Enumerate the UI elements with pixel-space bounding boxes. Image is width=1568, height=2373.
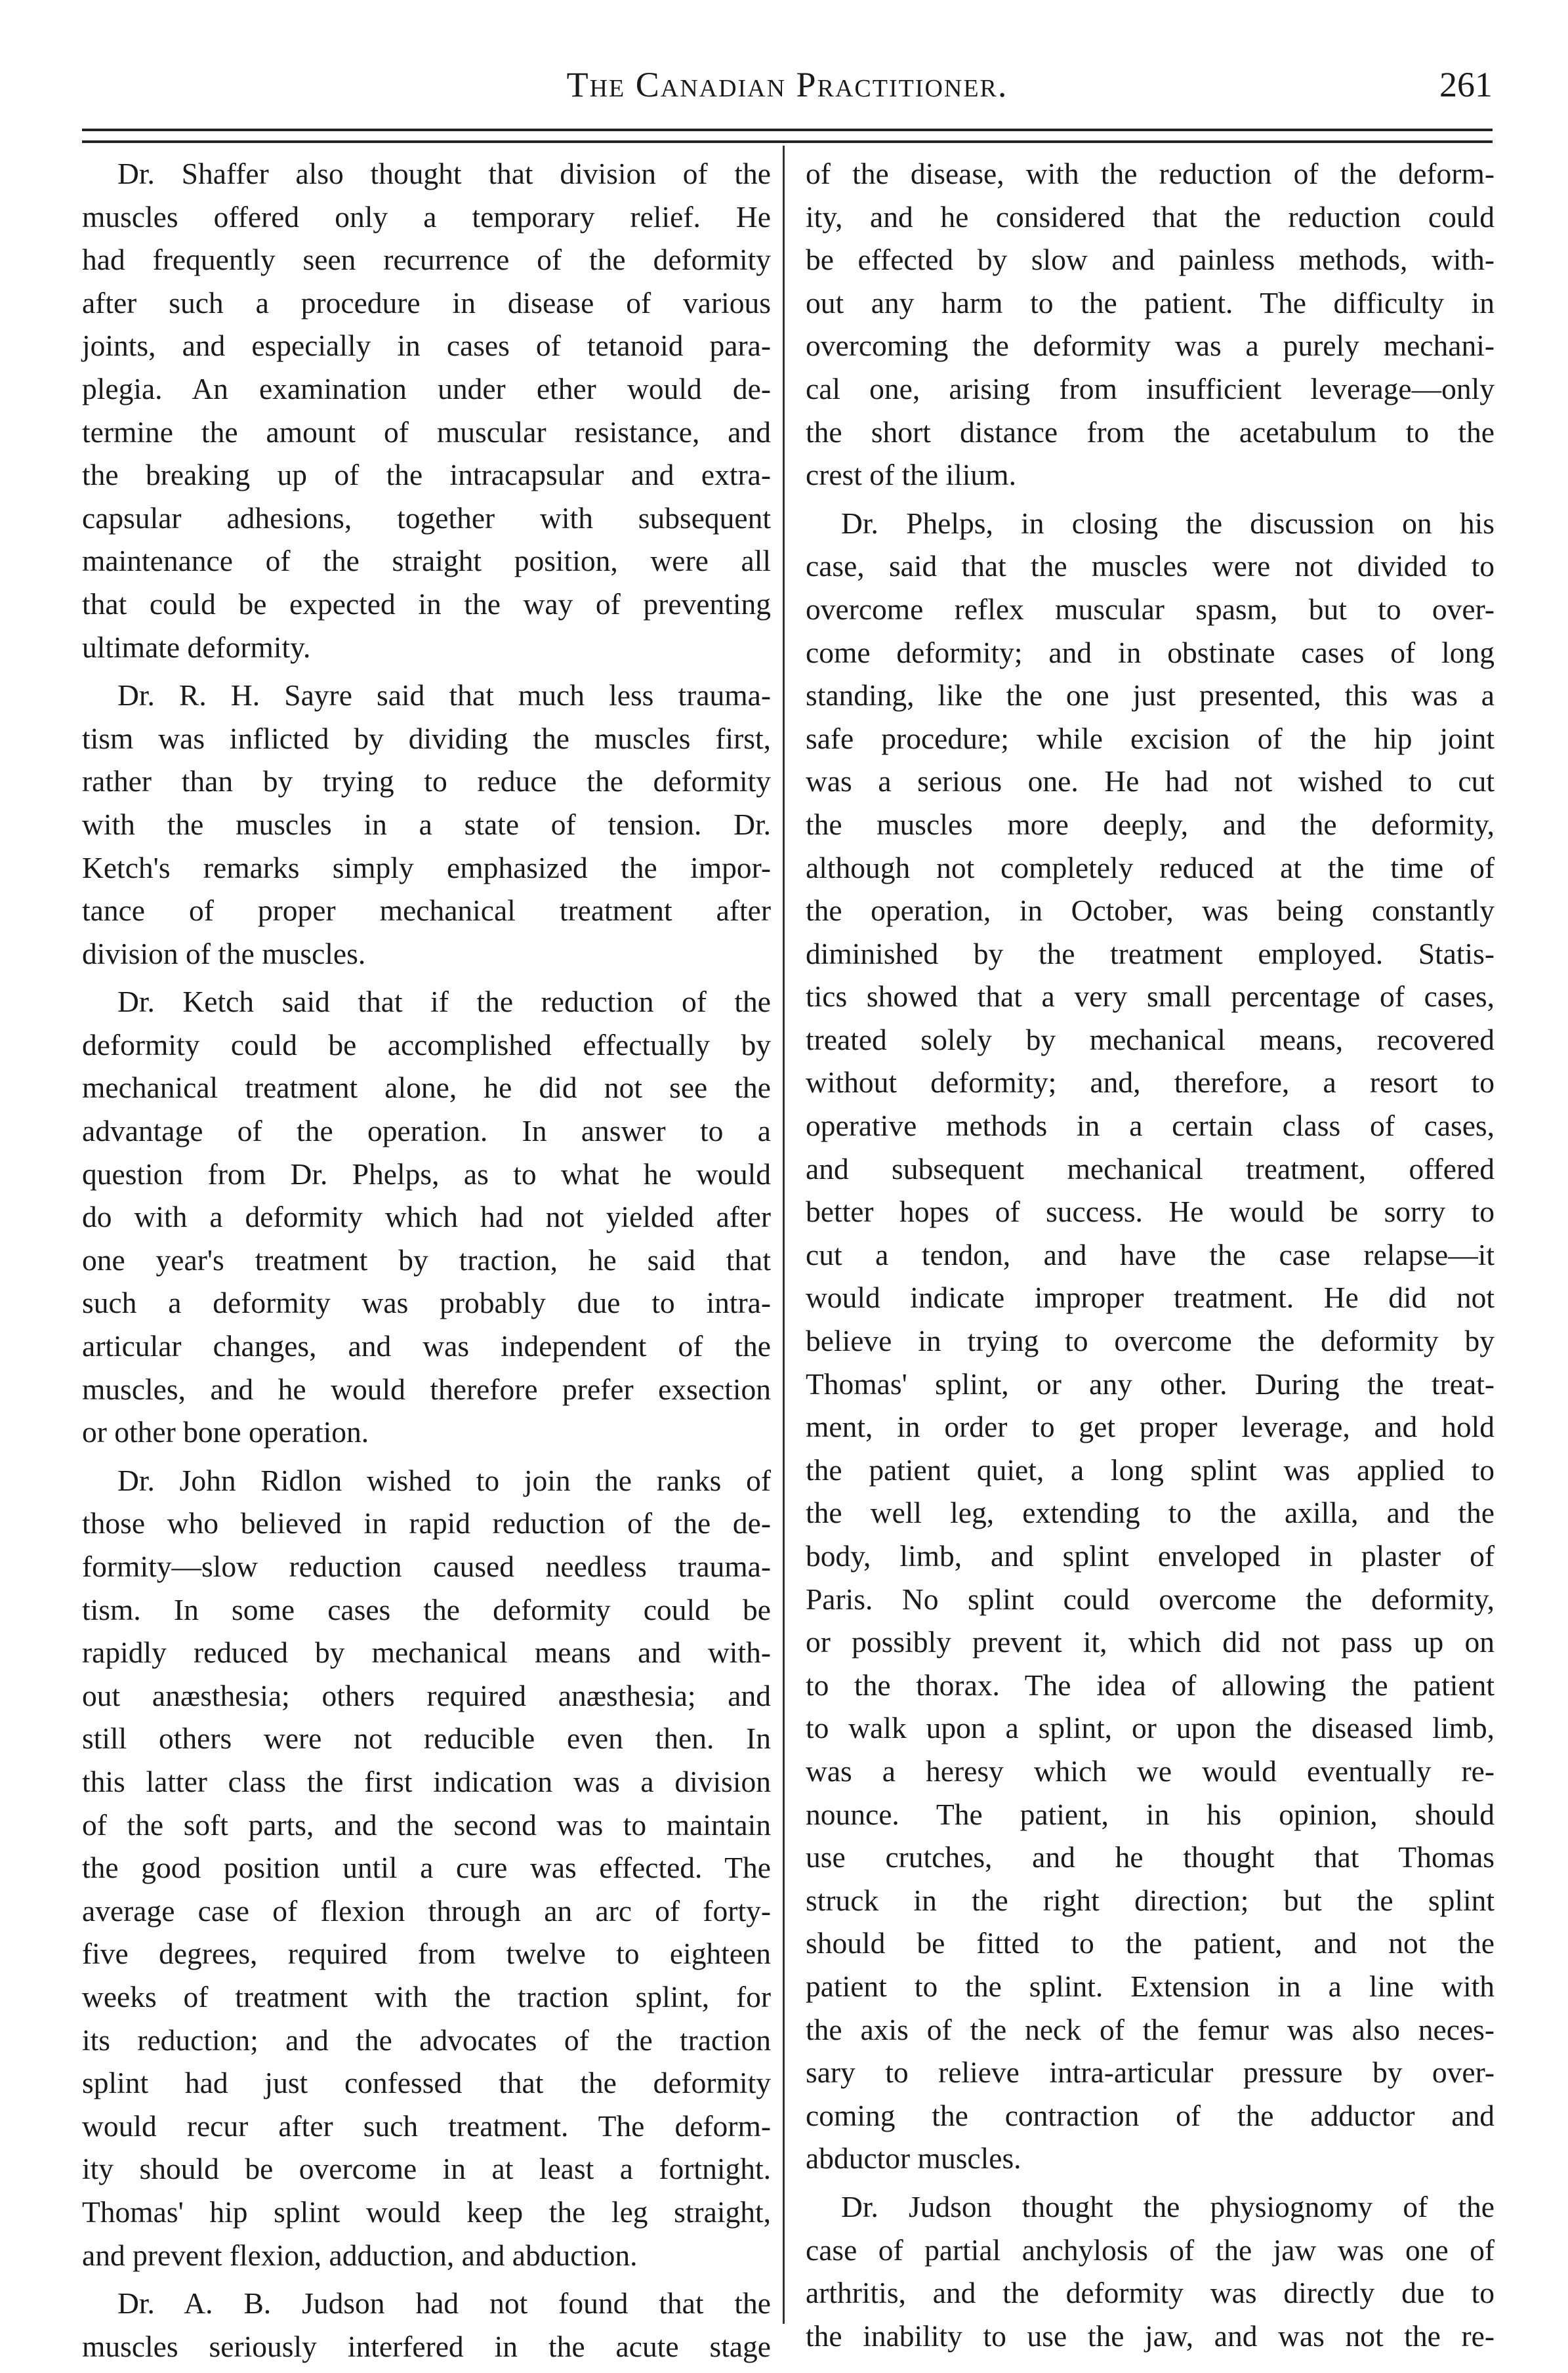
text-line: plegia. An examination under ether would de- (82, 371, 771, 405)
text-line: sary to relieve intra-articular pressure by over- (806, 2055, 1495, 2090)
right-column (806, 152, 1495, 2363)
text-line: nounce. The patient, in his opinion, should (806, 1797, 1495, 1831)
text-line: cut a tendon, and have the case relapse—it (806, 1237, 1495, 1271)
text-line: the muscles more deeply, and the deformity, (806, 807, 1495, 841)
text-line: Dr. A. B. Judson had not found that the (117, 2286, 771, 2321)
text-line: and subsequent mechanical treatment, offered (806, 1151, 1495, 1186)
header-rule-top (82, 129, 1493, 131)
text-line: abductor muscles. (806, 2141, 1021, 2176)
text-line: Ketch's remarks simply emphasized the impor- (82, 850, 771, 884)
text-line: the patient quiet, a long splint was applied to (806, 1453, 1495, 1487)
text-line: Dr. Ketch said that if the reduction of the (117, 985, 771, 1019)
text-line: Dr. R. H. Sayre said that much less trauma- (117, 678, 771, 712)
text-line: crest of the ilium. (806, 458, 1016, 492)
text-line: the well leg, extending to the axilla, and the (806, 1496, 1495, 1530)
text-line: rapidly reduced by mechanical means and with- (82, 1636, 771, 1670)
text-line: and prevent flexion, adduction, and abduction. (82, 2238, 638, 2272)
text-line: the breaking up of the intracapsular and extra- (82, 458, 771, 492)
text-line: case, said that the muscles were not divided to (806, 549, 1495, 583)
paragraph (82, 980, 771, 1454)
text-line: rather than by trying to reduce the deformity (82, 764, 771, 798)
text-line: termine the amount of muscular resistance, and (82, 415, 771, 449)
text-line: the axis of the neck of the femur was also neces- (806, 2012, 1495, 2046)
text-line: was a heresy which we would eventually re- (806, 1754, 1495, 1788)
text-line: out anæsthesia; others required anæsthesia; and (82, 1678, 771, 1712)
text-line: ity should be overcome in at least a fortnight. (82, 2152, 771, 2186)
text-line: be effected by slow and painless methods, with- (806, 243, 1495, 277)
text-line: muscles offered only a temporary relief. He (82, 199, 771, 234)
text-line: Dr. John Ridlon wished to join the ranks of (117, 1463, 771, 1497)
text-line: out any harm to the patient. The difficulty in (806, 285, 1495, 320)
text-line: splint had just confessed that the deformity (82, 2066, 771, 2100)
text-line: advantage of the operation. In answer to a (82, 1114, 771, 1148)
text-line: muscles, and he would therefore prefer exsection (82, 1372, 771, 1406)
text-line: was a serious one. He had not wished to cut (806, 764, 1495, 798)
text-line: overcome reflex muscular spasm, but to over- (806, 592, 1495, 626)
text-line: to the thorax. The idea of allowing the patient (806, 1668, 1495, 1702)
text-line: safe procedure; while excision of the hip joint (806, 721, 1495, 755)
text-line: without deformity; and, therefore, a resort to (806, 1065, 1495, 1100)
text-line: would recur after such treatment. The deform- (82, 2109, 771, 2143)
text-line: question from Dr. Phelps, as to what he would (82, 1157, 771, 1191)
text-line: still others were not reducible even then. In (82, 1722, 771, 1756)
text-line: formity—slow reduction caused needless trauma- (82, 1550, 771, 1583)
text-line: patient to the splint. Extension in a line with (806, 1969, 1495, 2003)
text-line: come deformity; and in obstinate cases of long (806, 635, 1495, 669)
text-line: tism. In some cases the deformity could be (82, 1592, 771, 1626)
text-line: Paris. No splint could overcome the deformity, (806, 1582, 1495, 1616)
text-line: coming the contraction of the adductor and (806, 2098, 1495, 2132)
text-line: standing, like the one just presented, this was a (806, 678, 1495, 712)
text-line: ment, in order to get proper leverage, and hold (806, 1410, 1495, 1444)
running-title: The Canadian Practitioner. (566, 65, 1008, 104)
text-line: or possibly prevent it, which did not pass up on (806, 1625, 1495, 1659)
text-line: to walk upon a splint, or upon the diseased limb, (806, 1711, 1495, 1745)
text-line: that could be expected in the way of preventing (82, 587, 771, 621)
text-line: body, limb, and splint enveloped in plaster of (806, 1539, 1495, 1573)
paragraph (806, 152, 1495, 497)
left-column (82, 152, 771, 2373)
text-line: do with a deformity which had not yielded after (82, 1200, 771, 1234)
text-line: five degrees, required from twelve to eighteen (82, 1937, 771, 1971)
text-line: case of partial anchylosis of the jaw was one of (806, 2233, 1495, 2267)
text-line: mechanical treatment alone, he did not see the (82, 1071, 771, 1105)
text-line: treated solely by mechanical means, recovered (806, 1022, 1495, 1056)
paragraph (82, 152, 771, 669)
text-line: division of the muscles. (82, 936, 366, 970)
text-line: tics showed that a very small percentage of cases, (806, 980, 1495, 1014)
text-line: the inability to use the jaw, and was not the re- (806, 2319, 1495, 2353)
text-line: tance of proper mechanical treatment after (82, 894, 771, 928)
text-line: deformity could be accomplished effectually by (82, 1027, 771, 1062)
paragraph (806, 502, 1495, 2180)
text-line: muscles seriously interfered in the acute stage (82, 2329, 771, 2363)
text-line: Dr. Phelps, in closing the discussion on his (841, 506, 1495, 540)
text-line: Thomas' hip splint would keep the leg straight, (82, 2195, 771, 2229)
text-line: operative methods in a certain class of cases, (806, 1109, 1495, 1143)
header-rule-bottom (82, 140, 1493, 143)
text-line: Thomas' splint, or any other. During the treat- (806, 1367, 1495, 1401)
text-line: the operation, in October, was being constantly (806, 894, 1495, 928)
text-line: cal one, arising from insufficient leverage—only (806, 371, 1495, 405)
text-line: of the soft parts, and the second was to maintain (82, 1807, 771, 1842)
text-line: although not completely reduced at the time of (806, 850, 1495, 884)
paragraph (806, 2185, 1495, 2357)
paragraph (82, 2282, 771, 2368)
text-line: Dr. Shaffer also thought that division of the (117, 157, 771, 190)
text-line: had frequently seen recurrence of the deformity (82, 243, 771, 277)
paragraph (82, 1459, 771, 2277)
text-line: the good position until a cure was effected. The (82, 1851, 771, 1885)
page-header (82, 51, 1493, 117)
paragraph (82, 674, 771, 975)
text-line: overcoming the deformity was a purely mechani- (806, 329, 1495, 363)
text-line: such a deformity was probably due to intra- (82, 1286, 771, 1320)
text-line: ultimate deformity. (82, 630, 311, 664)
text-line: the short distance from the acetabulum to the (806, 415, 1495, 449)
text-line: articular changes, and was independent of the (82, 1329, 771, 1363)
text-line: would indicate improper treatment. He did not (806, 1281, 1495, 1315)
text-line: diminished by the treatment employed. Statis- (806, 936, 1495, 970)
page-number: 261 (1439, 65, 1493, 104)
text-line: better hopes of success. He would be sorry to (806, 1195, 1495, 1229)
text-line: joints, and especially in cases of tetanoid para- (82, 329, 771, 363)
text-line: of the disease, with the reduction of the deform- (806, 157, 1495, 190)
text-line: with the muscles in a state of tension. Dr. (82, 807, 771, 841)
text-line: should be fitted to the patient, and not the (806, 1926, 1495, 1960)
text-line: after such a procedure in disease of various (82, 285, 771, 320)
text-line: use crutches, and he thought that Thomas (806, 1840, 1495, 1874)
text-line: maintenance of the straight position, were all (82, 544, 771, 578)
text-line: ity, and he considered that the reduction could (806, 199, 1495, 234)
text-line: its reduction; and the advocates of the traction (82, 2023, 771, 2057)
text-line: this latter class the first indication was a division (82, 1764, 771, 1798)
column-divider (783, 146, 785, 2324)
text-line: or other bone operation. (82, 1415, 369, 1449)
text-line: believe in trying to overcome the deformity by (806, 1324, 1495, 1358)
text-line: those who believed in rapid reduction of the de- (82, 1506, 771, 1540)
text-line: average case of flexion through an arc of forty- (82, 1893, 771, 1928)
text-line: capsular adhesions, together with subsequent (82, 501, 771, 535)
text-line: one year's treatment by traction, he said that (82, 1243, 771, 1277)
text-line: weeks of treatment with the traction splint, for (82, 1979, 771, 2013)
text-line: struck in the right direction; but the splint (806, 1883, 1495, 1917)
text-line: tism was inflicted by dividing the muscles first, (82, 721, 771, 755)
text-line: arthritis, and the deformity was directly due to (806, 2276, 1495, 2310)
text-line: Dr. Judson thought the physiognomy of the (841, 2189, 1495, 2223)
